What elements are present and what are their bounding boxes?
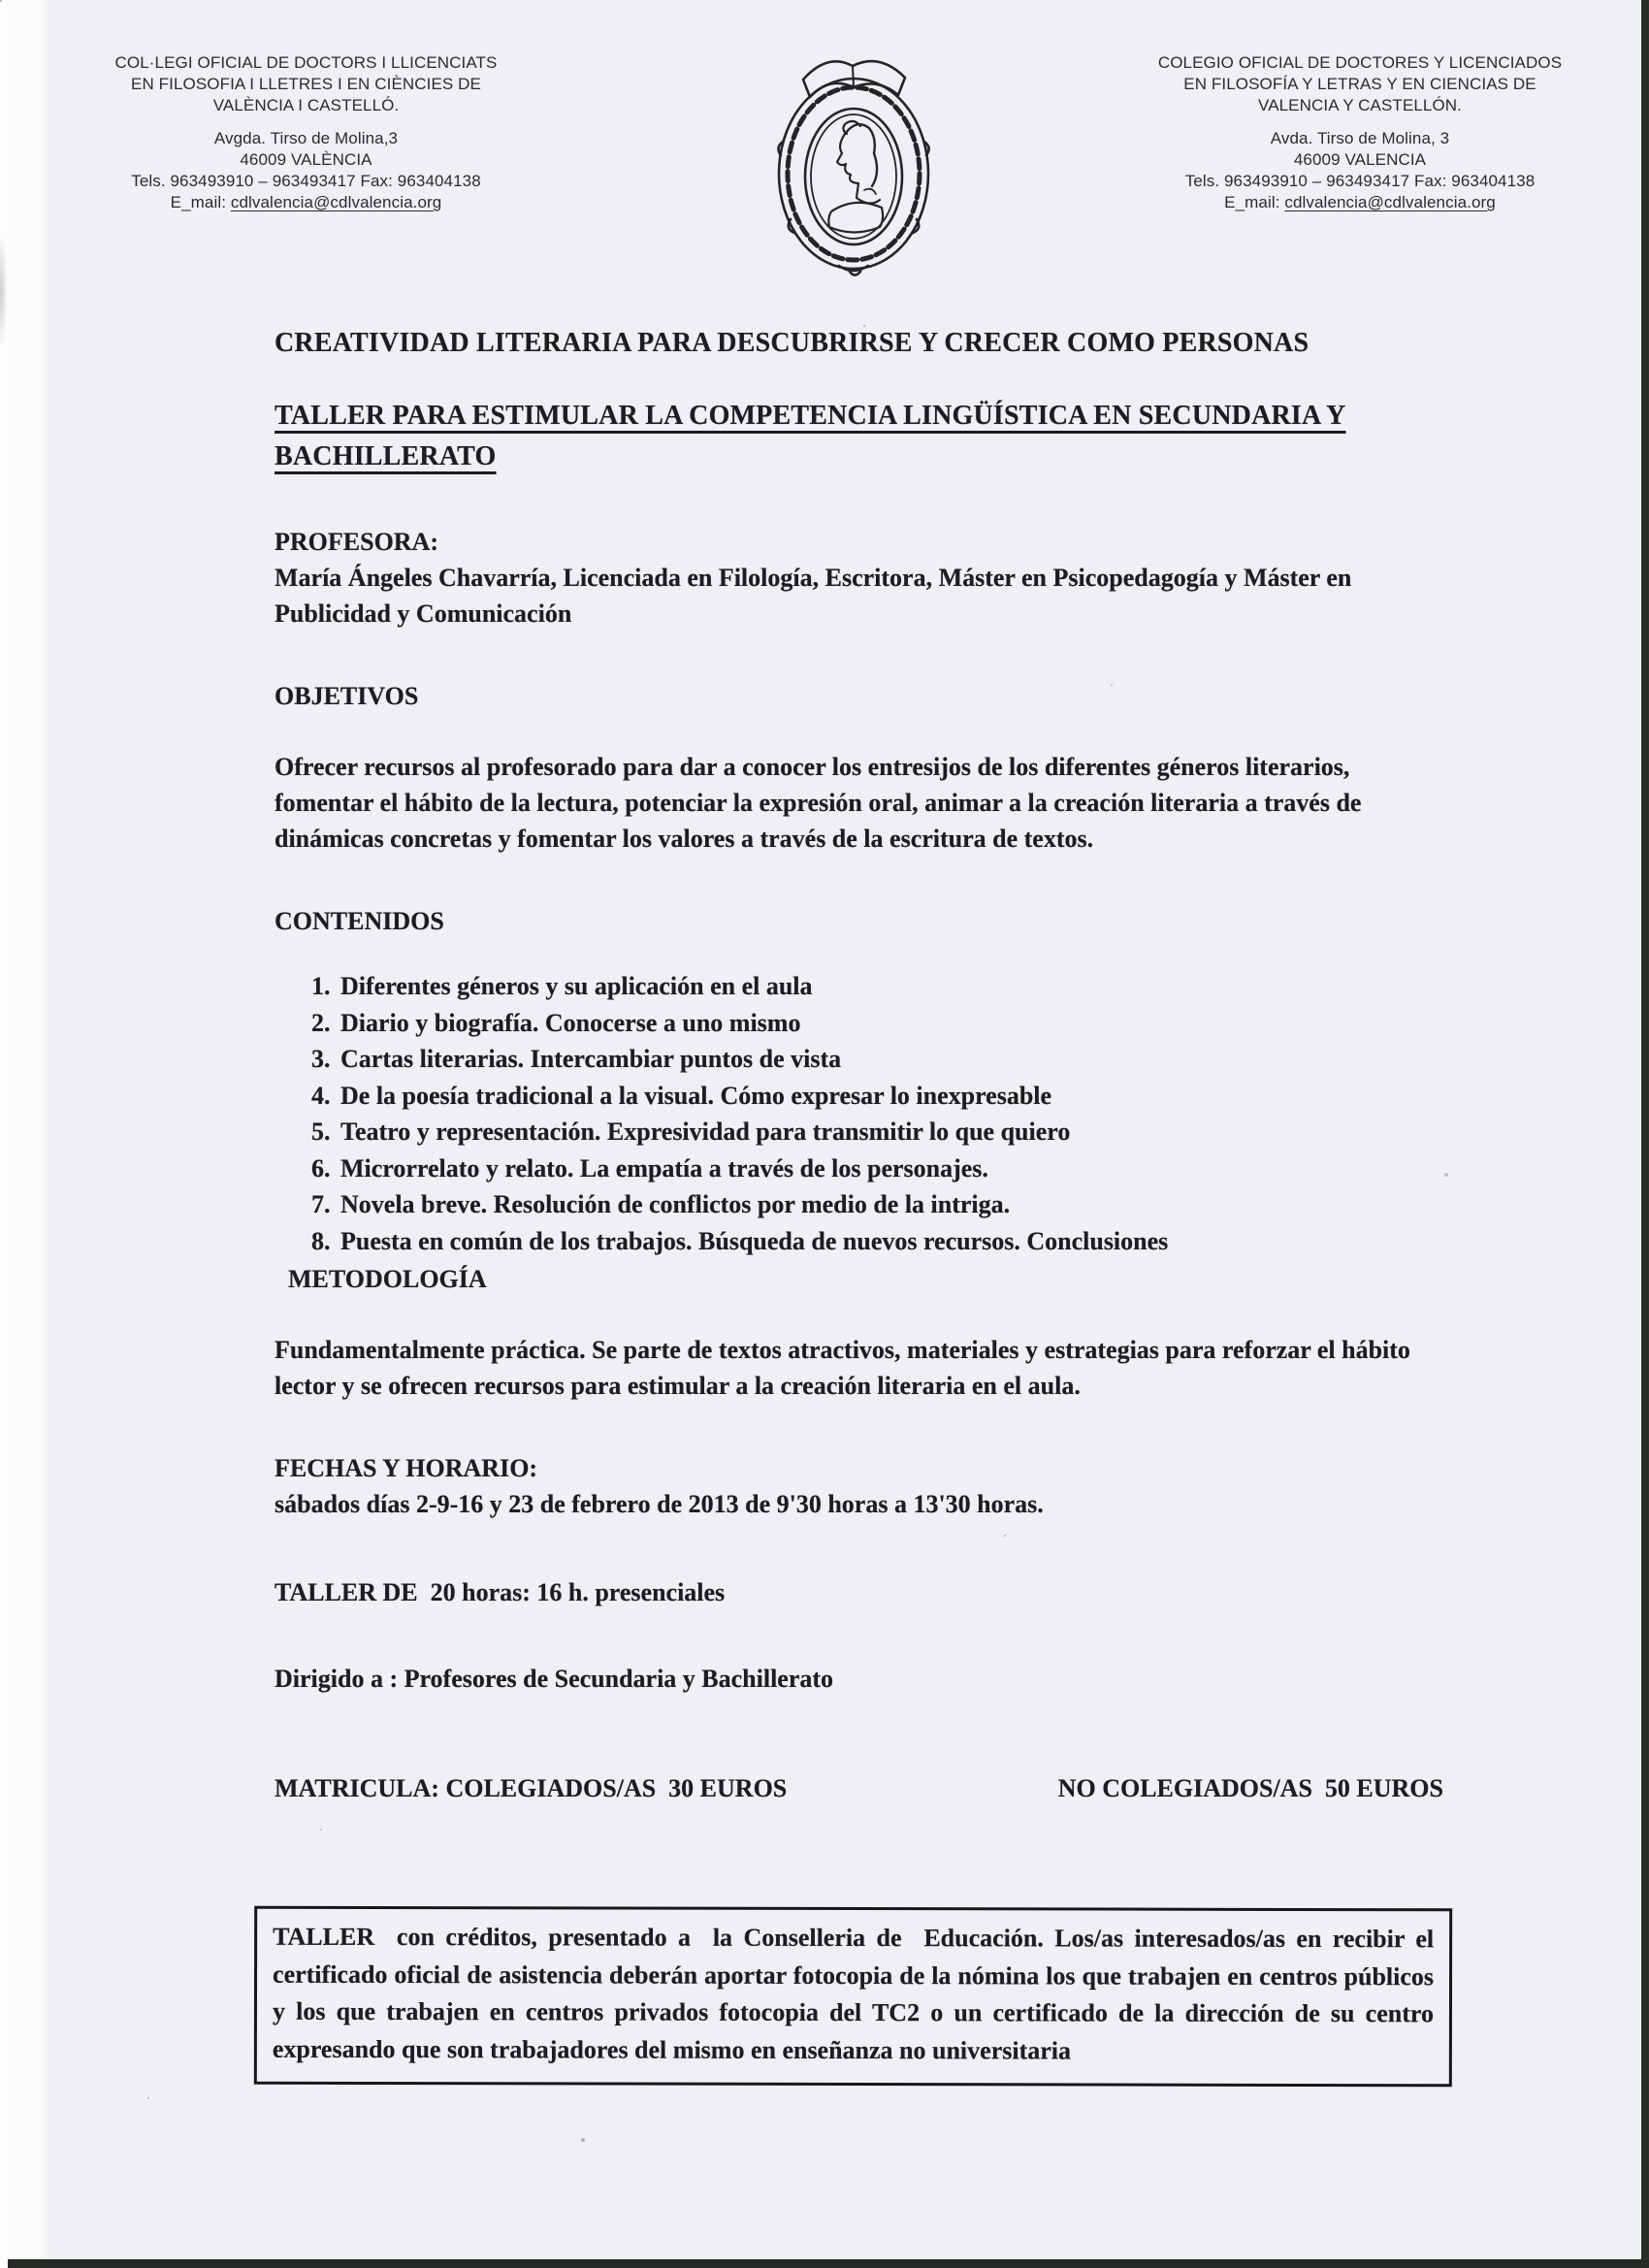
contenidos-item: 4. De la poesía tradicional a la visual. Cómo expresar lo inexpresable [337, 1078, 1443, 1115]
objetivos-text: Ofrecer recursos al profesorado para dar a conocer los entresijos de los diferentes géneros literarios, fomentar el hábito de la lectura, potenciar la expresión oral, animar a la creación literaria a través de dinámicas concretas y fomentar los valores a través de la escritura de textos. [275, 753, 1362, 853]
org-name-line: EN FILOSOFIA I LLETRES I EN CIÈNCIES DE [131, 75, 481, 93]
contenidos-heading: CONTENIDOS [275, 907, 444, 935]
email-line [1117, 192, 1602, 213]
metodologia-heading: METODOLOGÍA [288, 1265, 487, 1293]
org-name-line: EN FILOSOFÍA Y LETRAS Y EN CIENCIAS DE [1183, 75, 1536, 93]
matricula-colegiados: MATRICULA: COLEGIADOS/AS 30 EUROS [275, 1774, 788, 1802]
email-label: E_mail: [170, 193, 231, 211]
letterhead-right [1117, 52, 1602, 213]
address-line: Avgda. Tirso de Molina,3 [213, 129, 399, 147]
email-address: cdlvalencia@cdlvalencia.org [230, 193, 442, 211]
scan-noise [0, 0, 2, 2]
contenidos-list [275, 968, 1443, 1259]
contenidos-item: 7. Novela breve. Resolución de conflictos por medio de la intriga. [337, 1186, 1443, 1223]
credit-notice-text: TALLER con créditos, presentado a la Conselleria de Educación. Los/as interesados/as en recibir el certificado oficial de asistencia deberán aportar fotocopia de la nómina los que trabajen en centros públicos y los que trabajen en centros privados fotocopia del TC2 o un certificado de la dirección de su centro expresando que son trabajadores del mismo en enseñanza no universitaria [272, 1922, 1440, 2064]
contenidos-item: 6. Microrrelato y relato. La empatía a través de los personajes. [337, 1150, 1443, 1187]
address-line: Avda. Tirso de Molina, 3 [1270, 129, 1450, 147]
institution-seal-icon [771, 45, 936, 277]
scan-edge-bottom [8, 2259, 1649, 2268]
document-subtitle: TALLER PARA ESTIMULAR LA COMPETENCIA LINGÜÍSTICA EN SECUNDARIA Y BACHILLERATO [275, 401, 1346, 471]
phone-fax-line: Tels. 963493910 – 963493417 Fax: 963404138 [1184, 172, 1536, 190]
org-name-line: COL·LEGI OFICIAL DE DOCTORS I LLICENCIATS [114, 53, 498, 72]
contenidos-item: 1. Diferentes géneros y su aplicación en el aula [337, 968, 1443, 1005]
matricula-row [275, 1770, 1443, 1806]
contenidos-item: 2. Diario y biografía. Conocerse a uno mismo [337, 1005, 1443, 1042]
document-title: CREATIVIDAD LITERARIA PARA DESCUBRIRSE Y CRECER COMO PERSONAS [275, 328, 1310, 358]
matricula-no-colegiados: NO COLEGIADOS/AS 50 EUROS [1057, 1774, 1443, 1802]
profesora-heading: PROFESORA: [275, 528, 438, 556]
email-label: E_mail: [1224, 193, 1285, 211]
profesora-text: María Ángeles Chavarría, Licenciada en Filología, Escritora, Máster en Psicopedagogía y Máster en Publicidad y Comunicación [275, 564, 1352, 628]
scan-smudge [0, 233, 8, 349]
objetivos-heading: OBJETIVOS [275, 682, 419, 710]
metodologia-text: Fundamentalmente práctica. Se parte de textos atractivos, materiales y estrategias para reforzar el hábito lector y se ofrecen recursos para estimular a la creación literaria en el aula. [275, 1336, 1410, 1400]
org-name-line: VALÈNCIA I CASTELLÓ. [212, 96, 400, 114]
address-line: 46009 VALÈNCIA [240, 150, 372, 169]
phone-fax-line: Tels. 963493910 – 963493417 Fax: 963404138 [131, 172, 481, 190]
fechas-text: sábados días 2-9-16 y 23 de febrero de 2013 de 9'30 horas a 13'30 horas. [275, 1490, 1044, 1518]
dirigido-line: Dirigido a : Profesores de Secundaria y Bachillerato [275, 1665, 834, 1693]
org-name-line: COLEGIO OFICIAL DE DOCTORES Y LICENCIADOS [1157, 53, 1563, 72]
address-line: 46009 VALENCIA [1293, 150, 1427, 169]
email-address: cdlvalencia@cdlvalencia.org [1284, 193, 1496, 211]
credit-notice-box [254, 1906, 1452, 2088]
org-name-line: VALENCIA Y CASTELLÓN. [1258, 96, 1462, 114]
document-body [272, 324, 1443, 2086]
contenidos-item: 5. Teatro y representación. Expresividad para transmitir lo que quiero [337, 1114, 1443, 1150]
taller-duracion-line: TALLER DE 20 horas: 16 h. presenciales [275, 1578, 726, 1606]
fechas-heading: FECHAS Y HORARIO: [275, 1454, 538, 1482]
scan-edge-right [1641, 0, 1649, 2268]
email-line [85, 192, 527, 213]
contenidos-item: 3. Cartas literarias. Intercambiar puntos de vista [337, 1041, 1443, 1078]
letterhead-left [85, 52, 527, 213]
contenidos-item: 8. Puesta en común de los trabajos. Búsqueda de nuevos recursos. Conclusiones [337, 1223, 1443, 1260]
